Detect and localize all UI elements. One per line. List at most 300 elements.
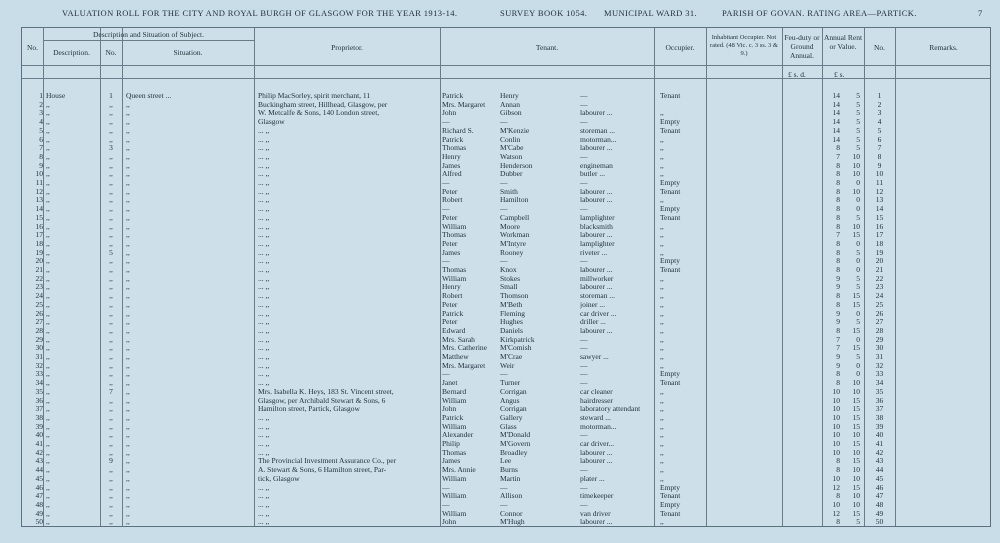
col-annual-value: Annual Rent or Value. — [823, 33, 863, 51]
cell-sit: ,, — [126, 508, 130, 518]
cell-num: ,, — [109, 352, 113, 361]
cell-prop: ... ,, — [258, 256, 270, 266]
cell-no-right: 29 — [875, 334, 884, 344]
cell-prop: ... ,, — [258, 430, 270, 440]
cell-s: 15 — [852, 421, 860, 431]
cell-no: 18 — [35, 238, 43, 248]
cell-desc: ,, — [46, 439, 50, 448]
cell-no: 32 — [35, 360, 43, 370]
cell-no: 36 — [35, 395, 43, 405]
cell-num: ,, — [109, 125, 113, 135]
cell-tl: M'Hugh — [500, 517, 525, 527]
cell-num: ,, — [109, 447, 113, 457]
col-tenant: Tenant. — [535, 43, 559, 52]
cell-tf: William — [442, 273, 467, 283]
cell-no-right: 47 — [875, 491, 884, 501]
cell-tf: — — [442, 117, 450, 127]
cell-tl: M'Comish — [500, 343, 532, 353]
cell-desc: ,, — [46, 404, 50, 414]
cell-desc: ,, — [46, 412, 50, 422]
cell-no: 12 — [35, 186, 43, 196]
cell-st: Tenant — [660, 378, 681, 388]
cell-sit: ,, — [126, 143, 130, 153]
cell-s: 10 — [852, 186, 860, 196]
cell-tl: — — [500, 499, 508, 509]
cell-sit: ,, — [126, 456, 130, 466]
cell-p: 8 — [836, 291, 840, 301]
cell-sit: ,, — [126, 352, 130, 361]
cell-desc: ,, — [46, 343, 50, 353]
cell-p: 8 — [836, 186, 840, 196]
cell-num: ,, — [109, 439, 113, 448]
cell-s: 5 — [856, 125, 860, 135]
cell-s: 0 — [856, 204, 860, 214]
cell-prop: tick, Glasgow — [258, 473, 300, 483]
cell-prop: ... ,, — [258, 491, 270, 501]
cell-tf: Bernard — [442, 386, 467, 396]
cell-st: Empty — [660, 499, 680, 509]
cell-tf: Peter — [442, 238, 458, 248]
roll-title: VALUATION ROLL FOR THE CITY AND ROYAL BURGH OF GLASGOW FOR THE YEAR 1913-14. — [62, 8, 458, 18]
cell-tl: Martin — [500, 473, 521, 483]
cell-num: ,, — [109, 308, 113, 318]
cell-tl: Knox — [500, 265, 517, 274]
cell-tl: Moore — [500, 221, 520, 231]
cell-desc: ,, — [46, 473, 50, 483]
cell-p: 8 — [836, 491, 840, 501]
cell-no-right: 11 — [875, 178, 884, 187]
survey-book: SURVEY BOOK 1054. — [500, 8, 588, 18]
page-header — [0, 2, 1000, 24]
cell-no: 39 — [35, 421, 43, 431]
cell-st: ,, — [660, 195, 664, 205]
cell-no-right: 27 — [875, 317, 884, 327]
cell-s: 5 — [856, 143, 860, 153]
cell-no-right: 40 — [875, 430, 884, 440]
cell-prop: ... ,, — [258, 125, 270, 135]
cell-s: 0 — [856, 308, 860, 318]
cell-desc: ,, — [46, 195, 50, 205]
cell-s: 5 — [856, 134, 860, 144]
cell-no-right: 17 — [875, 230, 884, 240]
cell-st: ,, — [660, 465, 664, 475]
col-situation: Situation. — [173, 48, 203, 57]
cell-s: 10 — [852, 386, 860, 396]
cell-tf: Philip — [442, 439, 460, 448]
cell-occ: driller ... — [580, 317, 606, 327]
cell-s: 15 — [852, 456, 860, 466]
cell-tl: Gallery — [500, 412, 523, 422]
cell-prop: ... ,, — [258, 160, 270, 170]
cell-p: 9 — [836, 352, 840, 361]
cell-p: 8 — [836, 204, 840, 214]
cell-tf: Alfred — [442, 169, 462, 179]
cell-desc: ,, — [46, 265, 50, 274]
cell-s: 15 — [852, 439, 860, 448]
cell-sit: ,, — [126, 256, 130, 266]
cell-prop: A. Stewart & Sons, 6 Hamilton street, Par- — [258, 465, 387, 475]
cell-p: 8 — [836, 247, 840, 257]
cell-tf: Patrick — [442, 134, 464, 144]
cell-sit: ,, — [126, 465, 130, 475]
cell-no: 44 — [35, 465, 43, 475]
cell-tl: Turner — [500, 378, 521, 388]
col-description-group: Description and Situation of Subject. — [92, 30, 205, 39]
cell-st: ,, — [660, 334, 664, 344]
cell-desc: ,, — [46, 221, 50, 231]
cell-prop: ... ,, — [258, 308, 270, 318]
cell-st: ,, — [660, 308, 664, 318]
cell-num: ,, — [109, 256, 113, 266]
cell-tl: Watson — [500, 151, 523, 161]
cell-tf: Peter — [442, 317, 458, 327]
cell-occ: motorman... — [580, 134, 617, 144]
cell-desc: ,, — [46, 117, 50, 127]
cell-num: ,, — [109, 473, 113, 483]
cell-sit: ,, — [126, 178, 130, 187]
cell-occ: lamplighter — [580, 212, 615, 222]
cell-tl: Conlin — [500, 134, 521, 144]
cell-st: Tenant — [660, 125, 681, 135]
cell-tl: Small — [500, 282, 518, 292]
cell-sit: ,, — [126, 160, 130, 170]
cell-occ: labourer ... — [580, 456, 613, 466]
cell-prop: ... ,, — [258, 143, 270, 153]
cell-st: ,, — [660, 360, 664, 370]
cell-no-right: 12 — [875, 186, 884, 196]
cell-prop: ... ,, — [258, 482, 270, 492]
cell-st: ,, — [660, 273, 664, 283]
cell-p: 7 — [836, 334, 840, 344]
cell-tl: Daniels — [500, 325, 523, 335]
cell-no: 49 — [35, 508, 43, 518]
cell-occ: engineman — [580, 160, 613, 170]
cell-num: ,, — [109, 282, 113, 292]
cell-no: 40 — [35, 430, 43, 440]
cell-no-right: 14 — [875, 204, 884, 214]
cell-num: ,, — [109, 212, 113, 222]
cell-no: 33 — [35, 369, 43, 379]
cell-s: 10 — [852, 160, 860, 170]
cell-tf: Thomas — [442, 447, 467, 457]
cell-no: 11 — [35, 178, 43, 187]
cell-num: ,, — [109, 169, 113, 179]
cell-st: ,, — [660, 473, 664, 483]
cell-tf: — — [442, 369, 450, 379]
cell-no-right: 4 — [877, 117, 882, 127]
cell-prop: ... ,, — [258, 282, 270, 292]
cell-sit: ,, — [126, 108, 130, 118]
cell-tf: — — [442, 204, 450, 214]
cell-p: 8 — [836, 178, 840, 187]
cell-num: ,, — [109, 291, 113, 301]
cell-sit: ,, — [126, 369, 130, 379]
cell-sit: ,, — [126, 204, 130, 214]
cell-prop: ... ,, — [258, 134, 270, 144]
cell-st: Empty — [660, 482, 680, 492]
cell-prop: ... ,, — [258, 325, 270, 335]
cell-no-right: 43 — [875, 456, 884, 466]
cell-s: 15 — [852, 343, 860, 353]
cell-occ: — — [580, 482, 588, 492]
cell-occ: — — [580, 343, 588, 353]
cell-p: 10 — [832, 499, 840, 509]
parish-rating-area: PARISH OF GOVAN. RATING AREA—PARTICK. — [722, 8, 917, 18]
cell-occ: — — [580, 117, 588, 127]
cell-desc: ,, — [46, 273, 50, 283]
cell-tf: Matthew — [442, 352, 469, 361]
cell-st: Empty — [660, 117, 680, 127]
cell-no-right: 1 — [877, 91, 882, 100]
cell-tl: M'Kenzie — [500, 125, 530, 135]
cell-tl: Lee — [500, 456, 512, 466]
cell-sit: ,, — [126, 273, 130, 283]
cell-no-right: 33 — [875, 369, 884, 379]
cell-no: 8 — [39, 151, 43, 161]
cell-no-right: 39 — [875, 421, 884, 431]
cell-tf: — — [442, 499, 450, 509]
cell-desc: ,, — [46, 369, 50, 379]
cell-tl: M'Beth — [500, 299, 523, 309]
cell-s: 15 — [852, 395, 860, 405]
cell-sit: ,, — [126, 195, 130, 205]
cell-prop: ... ,, — [258, 230, 270, 240]
cell-tf: William — [442, 395, 467, 405]
cell-tf: Patrick — [442, 91, 464, 100]
cell-s: 10 — [852, 473, 860, 483]
cell-st: ,, — [660, 517, 664, 527]
cell-p: 7 — [836, 343, 840, 353]
cell-no-right: 34 — [875, 378, 884, 388]
cell-p: 14 — [832, 134, 840, 144]
cell-tf: Patrick — [442, 412, 464, 422]
cell-num: ,, — [109, 508, 113, 518]
cell-st: Empty — [660, 256, 680, 266]
feu-units: £ s. d. — [788, 70, 806, 79]
cell-st: ,, — [660, 299, 664, 309]
cell-occ: labourer ... — [580, 447, 613, 457]
cell-sit: ,, — [126, 151, 130, 161]
cell-occ: — — [580, 334, 588, 344]
cell-tf: Alexander — [442, 430, 474, 440]
cell-occ: blacksmith — [580, 221, 613, 231]
cell-s: 10 — [852, 378, 860, 388]
cell-no-right: 26 — [875, 308, 884, 318]
cell-no: 41 — [35, 439, 43, 448]
cell-occ: butler ... — [580, 169, 605, 179]
cell-p: 10 — [832, 447, 840, 457]
cell-st: ,, — [660, 247, 664, 257]
cell-tl: M'Govern — [500, 439, 531, 448]
cell-p: 10 — [832, 386, 840, 396]
cell-occ: — — [580, 91, 588, 100]
cell-num: ,, — [109, 491, 113, 501]
cell-p: 8 — [836, 143, 840, 153]
cell-tf: John — [442, 517, 457, 527]
cell-tf: Robert — [442, 195, 463, 205]
cell-num: ,, — [109, 195, 113, 205]
cell-p: 10 — [832, 430, 840, 440]
cell-tl: — — [500, 482, 508, 492]
cell-p: 10 — [832, 439, 840, 448]
cell-no-right: 44 — [875, 465, 884, 475]
cell-prop: ... ,, — [258, 265, 270, 274]
cell-num: ,, — [109, 378, 113, 388]
cell-no-right: 49 — [875, 508, 884, 518]
cell-occ: car driver ... — [580, 308, 617, 318]
cell-desc: ,, — [46, 247, 50, 257]
cell-tf: Peter — [442, 212, 458, 222]
cell-st: ,, — [660, 169, 664, 179]
cell-no-right: 35 — [875, 386, 884, 396]
cell-no: 9 — [39, 160, 43, 170]
cell-tf: Peter — [442, 299, 458, 309]
cell-st: ,, — [660, 325, 664, 335]
cell-occ: van driver — [580, 508, 611, 518]
col-description: Description. — [53, 48, 90, 57]
cell-prop: ... ,, — [258, 221, 270, 231]
cell-tl: Hughes — [500, 317, 523, 327]
cell-st: ,, — [660, 160, 664, 170]
cell-p: 8 — [836, 265, 840, 274]
cell-tl: Allison — [500, 491, 523, 501]
cell-num: ,, — [109, 369, 113, 379]
cell-tf: Edward — [442, 325, 466, 335]
cell-st: ,, — [660, 439, 664, 448]
cell-sit: ,, — [126, 247, 130, 257]
cell-desc: ,, — [46, 508, 50, 518]
cell-st: Tenant — [660, 186, 681, 196]
cell-desc: ,, — [46, 125, 50, 135]
col-no: No. — [26, 43, 39, 52]
cell-desc: ,, — [46, 325, 50, 335]
cell-s: 10 — [852, 491, 860, 501]
cell-num: ,, — [109, 412, 113, 422]
cell-s: 15 — [852, 482, 860, 492]
cell-occ: — — [580, 204, 588, 214]
cell-tl: — — [500, 369, 508, 379]
cell-occ: labourer ... — [580, 143, 613, 153]
cell-tl: — — [500, 178, 508, 187]
cell-p: 14 — [832, 99, 840, 109]
cell-occ: labourer ... — [580, 230, 613, 240]
cell-tf: Henry — [442, 151, 461, 161]
cell-p: 9 — [836, 317, 840, 327]
cell-no: 3 — [39, 108, 43, 118]
cell-p: 10 — [832, 404, 840, 414]
cell-desc: ,, — [46, 447, 50, 457]
cell-occ: — — [580, 151, 588, 161]
cell-p: 9 — [836, 308, 840, 318]
cell-prop: ... ,, — [258, 508, 270, 518]
cell-num: ,, — [109, 160, 113, 170]
cell-num: ,, — [109, 517, 113, 527]
cell-s: 15 — [852, 412, 860, 422]
cell-no-right: 30 — [875, 343, 884, 353]
cell-p: 8 — [836, 221, 840, 231]
cell-tf: Patrick — [442, 308, 464, 318]
cell-tf: Janet — [442, 378, 458, 388]
cell-tl: Connor — [500, 508, 523, 518]
cell-s: 5 — [856, 117, 860, 127]
cell-occ: — — [580, 378, 588, 388]
cell-sit: ,, — [126, 473, 130, 483]
cell-prop: ... ,, — [258, 343, 270, 353]
cell-num: ,, — [109, 317, 113, 327]
cell-p: 10 — [832, 395, 840, 405]
cell-no: 1 — [39, 91, 43, 100]
cell-no-right: 2 — [877, 99, 882, 109]
cell-sit: ,, — [126, 308, 130, 318]
cell-sit: ,, — [126, 117, 130, 127]
cell-occ: — — [580, 465, 588, 475]
col-occupier: Occupier. — [665, 43, 695, 52]
cell-num: ,, — [109, 151, 113, 161]
cell-no: 4 — [39, 117, 43, 127]
cell-tl: M'Donald — [500, 430, 531, 440]
cell-st: ,, — [660, 221, 664, 231]
cell-s: 5 — [856, 282, 860, 292]
cell-num: ,, — [109, 430, 113, 440]
cell-desc: ,, — [46, 160, 50, 170]
cell-tl: Gibson — [500, 108, 522, 118]
cell-tl: — — [500, 204, 508, 214]
cell-no: 10 — [35, 169, 43, 179]
cell-st: ,, — [660, 291, 664, 301]
cell-no-right: 9 — [877, 160, 882, 170]
cell-tl: Burns — [500, 465, 518, 475]
cell-s: 15 — [852, 299, 860, 309]
cell-occ: riveter ... — [580, 247, 608, 257]
cell-prop: ... ,, — [258, 195, 270, 205]
cell-sit: ,, — [126, 386, 130, 396]
cell-tl: Kirkpatrick — [500, 334, 535, 344]
cell-s: 15 — [852, 404, 860, 414]
cell-occ: timekeeper — [580, 491, 614, 501]
cell-s: 0 — [856, 238, 860, 248]
cell-no: 22 — [35, 273, 43, 283]
cell-num: ,, — [109, 134, 113, 144]
cell-no: 31 — [35, 352, 43, 361]
cell-st: ,, — [660, 317, 664, 327]
cell-no: 20 — [35, 256, 43, 266]
cell-sit: ,, — [126, 447, 130, 457]
cell-occ: labourer ... — [580, 265, 613, 274]
cell-occ: labourer ... — [580, 282, 613, 292]
cell-tl: Rooney — [500, 247, 524, 257]
cell-tl: Campbell — [500, 212, 530, 222]
cell-no: 6 — [39, 134, 43, 144]
cell-tf: Thomas — [442, 143, 467, 153]
cell-sit: ,, — [126, 125, 130, 135]
cell-st: Tenant — [660, 212, 681, 222]
cell-st: Tenant — [660, 491, 681, 501]
cell-st: Empty — [660, 369, 680, 379]
cell-sit: ,, — [126, 169, 130, 179]
cell-p: 14 — [832, 108, 840, 118]
cell-num: ,, — [109, 108, 113, 118]
cell-occ: joiner ... — [580, 299, 605, 309]
cell-desc: ,, — [46, 465, 50, 475]
cell-no: 48 — [35, 499, 43, 509]
cell-num: ,, — [109, 360, 113, 370]
cell-p: 8 — [836, 299, 840, 309]
table-row — [22, 517, 990, 526]
cell-sit: ,, — [126, 299, 130, 309]
cell-desc: ,, — [46, 352, 50, 361]
cell-no: 27 — [35, 317, 43, 327]
cell-p: 12 — [832, 482, 840, 492]
